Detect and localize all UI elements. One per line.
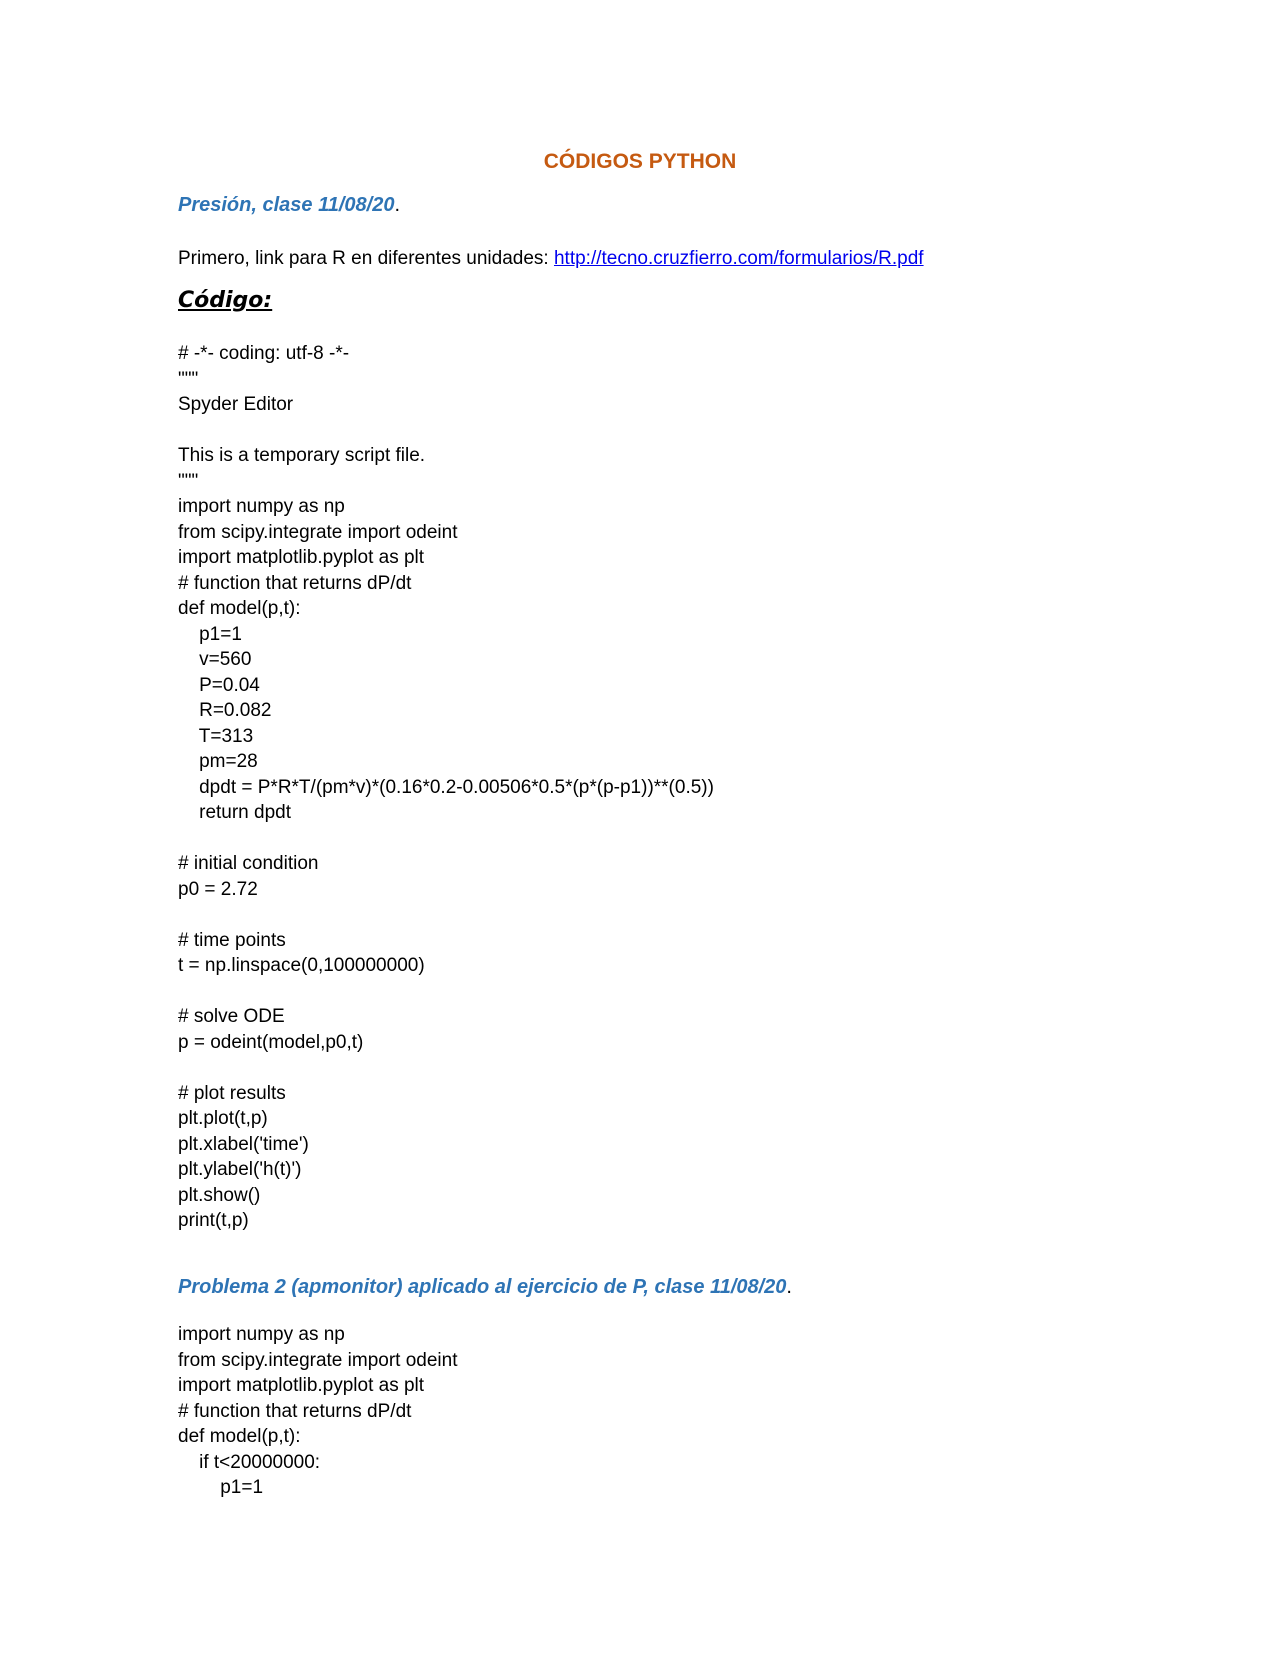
section-heading-problema-2 (178, 1276, 792, 1299)
intro-text: Primero, link para R en diferentes unidades: (178, 248, 554, 269)
python-code-block-1: # -*- coding: utf-8 -*- """ Spyder Editor This is a temporary script file. """ import numpy as np from scipy.integrate import odeint import matplotlib.pyplot as plt # function that returns dP/dt def model(p,t): p1=1 v=560 P=0.04 R=0.082 T=313 pm=28 dpdt = P*R*T/(pm*v)*(0.16*0.2-0.00506*0.5*(p*(p-p1))**(0.5)) return dpdt # initial condition p0 = 2.72 # time points t = np.linspace(0,100000000) # solve ODE p = odeint(model,p0,t) # plot results plt.plot(t,p) plt.xlabel('time') plt.ylabel('h(t)') plt.show() print(t,p) (178, 343, 714, 1231)
python-code-block-2: import numpy as np from scipy.integrate import odeint import matplotlib.pyplot as plt # function that returns dP/dt def model(p,t): if t<20000000: p1=1 (178, 1324, 458, 1498)
intro-paragraph (178, 248, 924, 270)
document-title: CÓDIGOS PYTHON (543, 150, 737, 173)
code-label: Código: (178, 288, 273, 313)
section-heading-period: . (394, 194, 401, 216)
r-units-link[interactable]: http://tecno.cruzfierro.com/formularios/R.pdf (553, 248, 924, 269)
section-heading-text: Presión, clase 11/08/20 (178, 194, 395, 216)
section-heading-text: Problema 2 (apmonitor) aplicado al ejercicio de P, clase 11/08/20 (178, 1276, 787, 1298)
section-heading-presion (178, 194, 400, 217)
section-heading-period: . (786, 1276, 792, 1298)
